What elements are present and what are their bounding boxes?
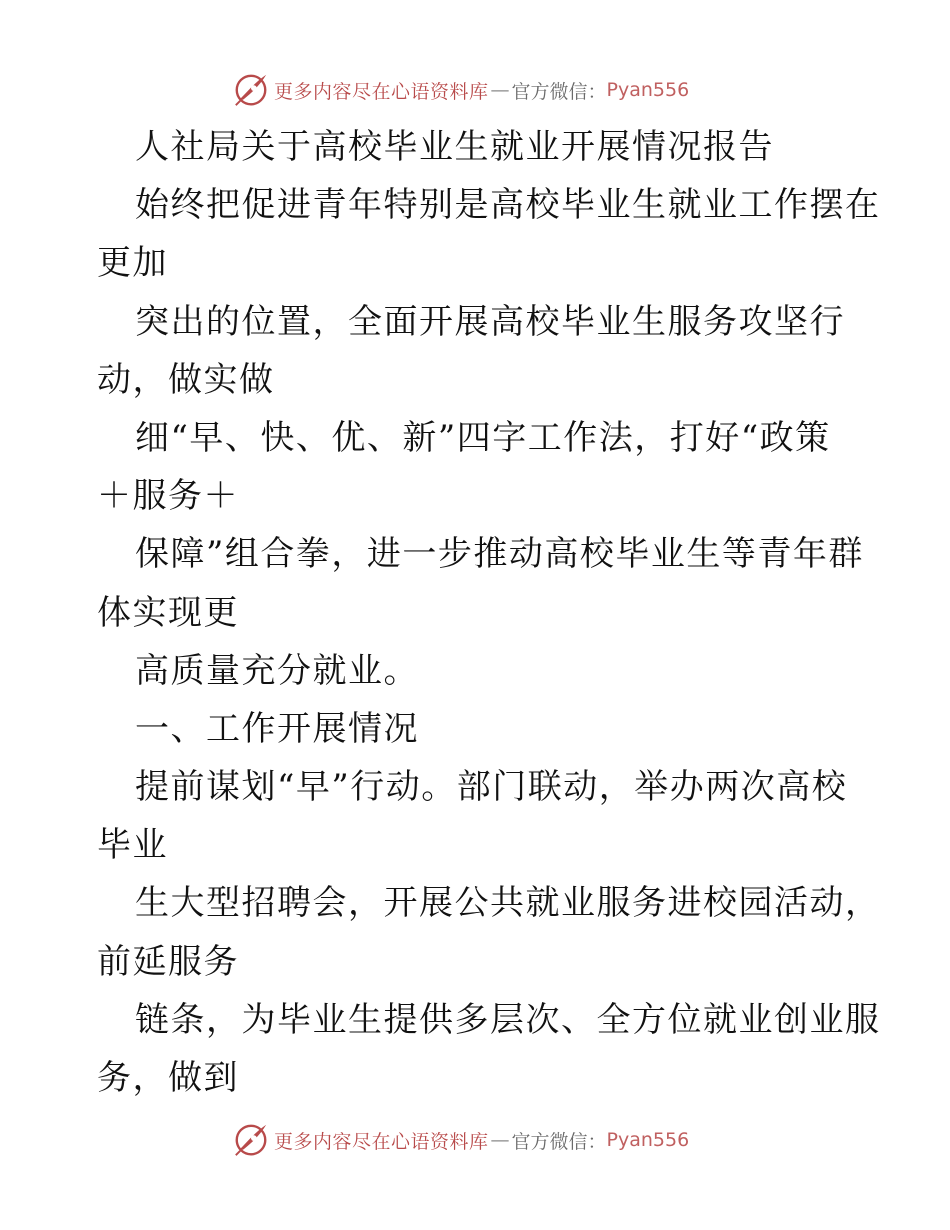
document-body	[97, 118, 881, 1107]
footer-watermark	[232, 1120, 689, 1160]
paragraph-line: 提前谋划“早”行动。部门联动，举办两次高校	[135, 767, 848, 808]
paragraph-line: 链条，为毕业生提供多层次、全方位就业创业服	[135, 999, 881, 1040]
feather-pen-logo-icon	[232, 71, 270, 109]
watermark-text: 更多内容尽在心语资料库	[274, 80, 489, 103]
document-title: 人社局关于高校毕业生就业开展情况报告	[135, 127, 774, 167]
paragraph-line: 高质量充分就业。	[135, 650, 419, 691]
paragraph-line: 毕业	[97, 825, 168, 866]
paragraph-line: 动，做实做	[97, 359, 275, 400]
paragraph-line: 生大型招聘会，开展公共就业服务进校园活动，	[135, 883, 881, 924]
watermark-contact-label: 官方微信：	[511, 80, 607, 103]
paragraph-line: 始终把促进青年特别是高校毕业生就业工作摆在	[135, 185, 881, 226]
paragraph-line: 更加	[97, 243, 168, 284]
watermark-separator: —	[490, 1129, 510, 1151]
header-watermark	[232, 70, 689, 110]
paragraph-line: 保障”组合拳，进一步推动高校毕业生等青年群	[135, 534, 864, 575]
paragraph-line: 务，做到	[97, 1058, 239, 1098]
paragraph-line: ＋服务＋	[97, 476, 239, 517]
paragraph-line: 突出的位置，全面开展高校毕业生服务攻坚行	[135, 301, 845, 342]
watermark-separator: —	[490, 79, 510, 101]
feather-pen-logo-icon	[232, 1121, 270, 1159]
section-heading: 一、工作开展情况	[135, 708, 419, 749]
paragraph-line: 前延服务	[97, 941, 239, 982]
watermark-handle: Pyan556	[606, 79, 690, 101]
watermark-handle: Pyan556	[606, 1129, 690, 1151]
paragraph-line: 体实现更	[97, 592, 239, 633]
paragraph-line: 细“早、快、优、新”四字工作法，打好“政策	[135, 417, 831, 458]
watermark-text: 更多内容尽在心语资料库	[274, 1130, 489, 1153]
watermark-contact-label: 官方微信：	[511, 1130, 607, 1153]
